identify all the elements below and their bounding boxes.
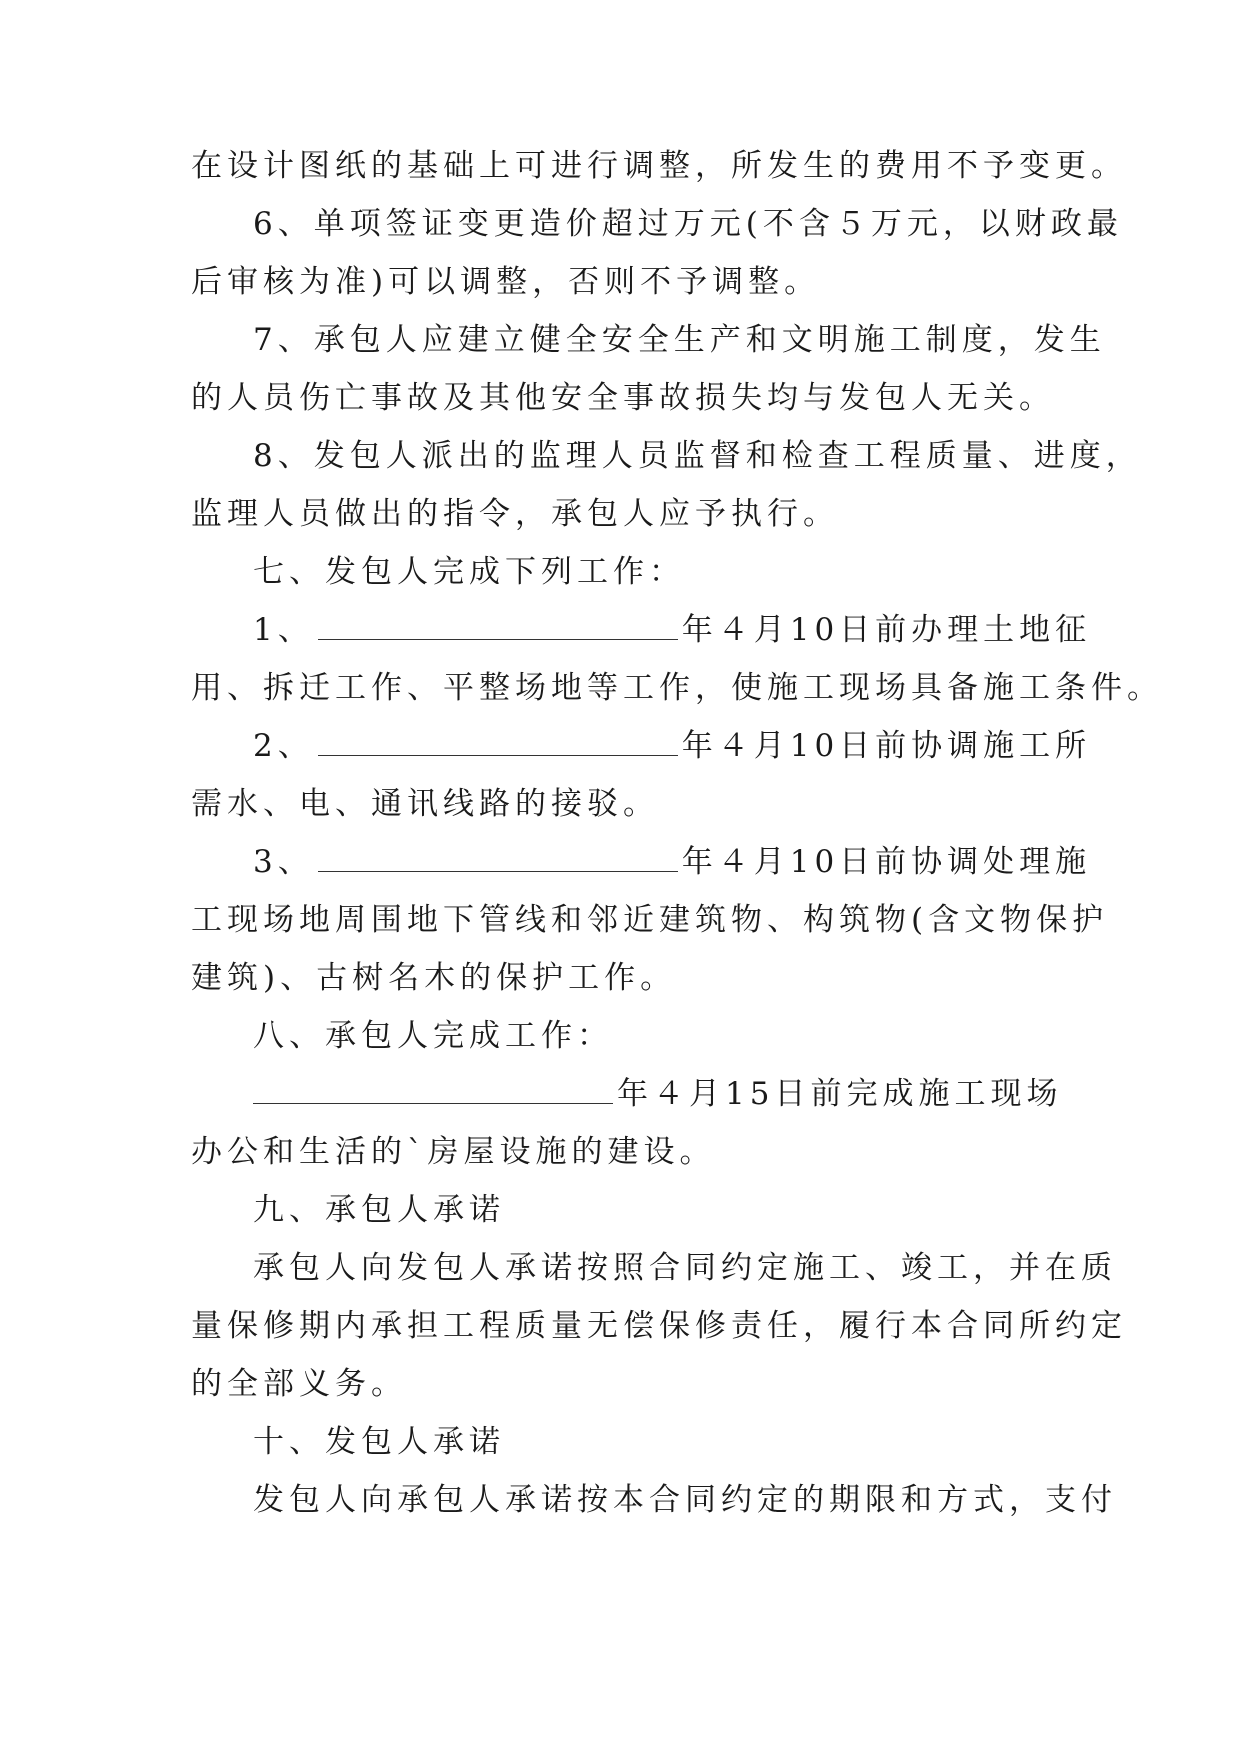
item-1 bbox=[253, 610, 1092, 650]
text-line: 承包人向发包人承诺按照合同约定施工、竣工，并在质 bbox=[253, 1250, 1117, 1286]
text-line: 后审核为准)可以调整，否则不予调整。 bbox=[191, 264, 821, 300]
fill-in-blank[interactable] bbox=[318, 617, 678, 640]
item-text: 年４月10日前协调施工所 bbox=[681, 728, 1092, 764]
item-text: 年４月15日前完成施工现场 bbox=[617, 1076, 1063, 1112]
clause-7: 7、承包人应建立健全安全生产和文明施工制度，发生 bbox=[253, 322, 1106, 358]
text-line: 建筑)、古树名木的保护工作。 bbox=[191, 960, 677, 996]
clause-8: 8、发包人派出的监理人员监督和检查工程质量、进度， bbox=[253, 438, 1142, 474]
text-line: 工现场地周围地下管线和邻近建筑物、构筑物(含文物保护 bbox=[191, 902, 1109, 938]
section-heading-8: 八、承包人完成工作： bbox=[253, 1018, 613, 1054]
contractor-work-line bbox=[253, 1074, 1061, 1114]
section-heading-9: 九、承包人承诺 bbox=[253, 1192, 505, 1228]
fill-in-blank[interactable] bbox=[318, 849, 678, 872]
section-heading-7: 七、发包人完成下列工作： bbox=[253, 554, 685, 590]
section-heading-10: 十、发包人承诺 bbox=[253, 1424, 505, 1460]
item-3 bbox=[253, 842, 1092, 882]
item-number: 2、 bbox=[253, 728, 314, 764]
text-line: 的全部义务。 bbox=[191, 1366, 407, 1402]
text-line: 发包人向承包人承诺按本合同约定的期限和方式，支付 bbox=[253, 1482, 1117, 1518]
text-line: 量保修期内承担工程质量无偿保修责任，履行本合同所约定 bbox=[191, 1308, 1127, 1344]
text-line: 在设计图纸的基础上可进行调整，所发生的费用不予变更。 bbox=[191, 148, 1127, 184]
text-line: 的人员伤亡事故及其他安全事故损失均与发包人无关。 bbox=[191, 380, 1055, 416]
text-line: 办公和生活的`房屋设施的建设。 bbox=[191, 1134, 716, 1170]
fill-in-blank[interactable] bbox=[253, 1081, 613, 1104]
text-line: 用、拆迁工作、平整场地等工作，使施工现场具备施工条件。 bbox=[191, 670, 1163, 706]
text-line: 需水、电、通讯线路的接驳。 bbox=[191, 786, 659, 822]
fill-in-blank[interactable] bbox=[318, 733, 678, 756]
item-2 bbox=[253, 726, 1092, 766]
clause-6: 6、单项签证变更造价超过万元(不含５万元，以财政最 bbox=[253, 206, 1123, 242]
item-number: 1、 bbox=[253, 612, 314, 648]
item-number: 3、 bbox=[253, 844, 314, 880]
item-text: 年４月10日前协调处理施 bbox=[681, 844, 1092, 880]
text-line: 监理人员做出的指令，承包人应予执行。 bbox=[191, 496, 839, 532]
item-text: 年４月10日前办理土地征 bbox=[681, 612, 1092, 648]
